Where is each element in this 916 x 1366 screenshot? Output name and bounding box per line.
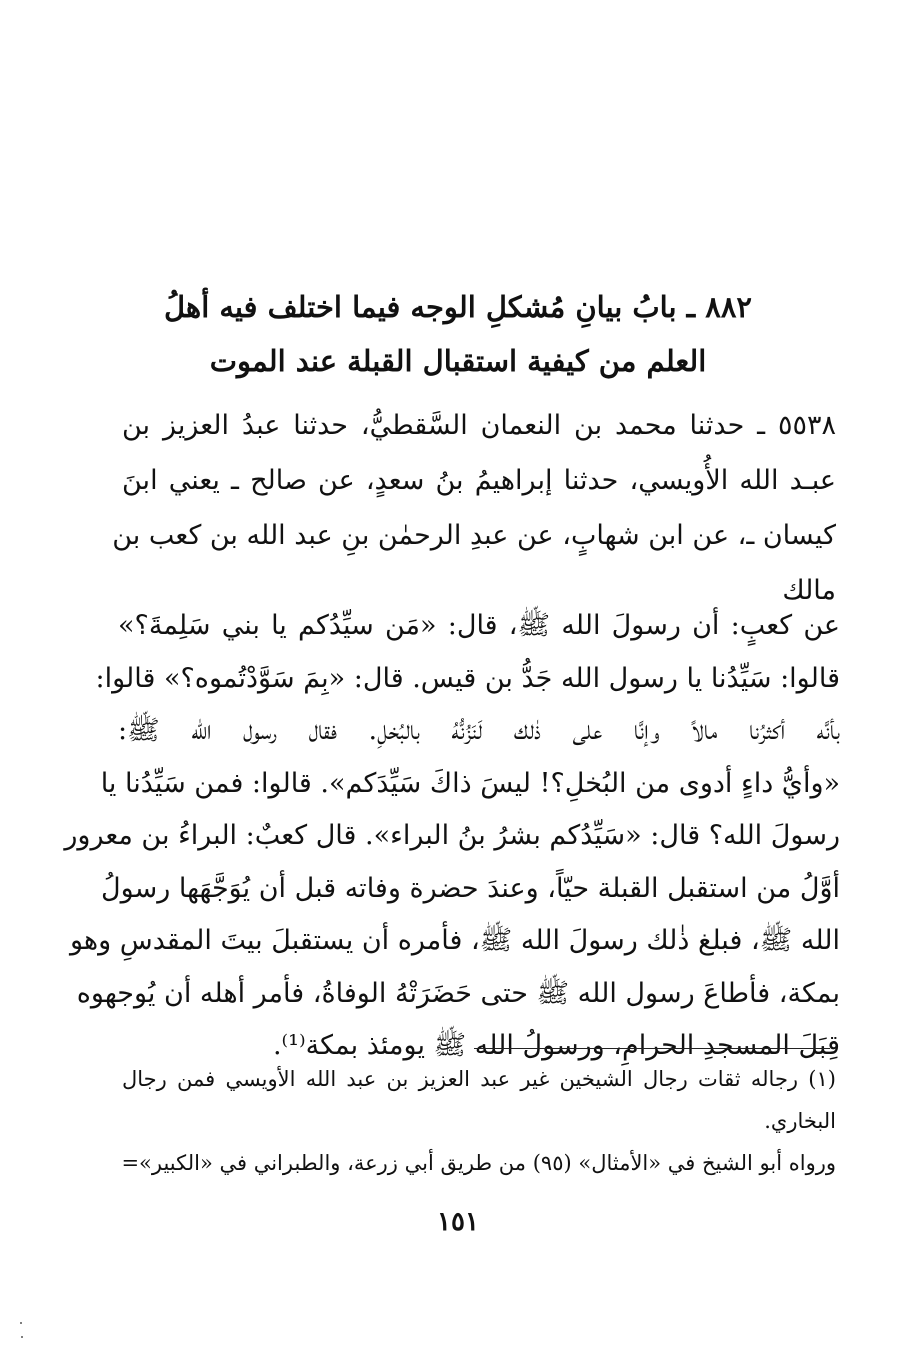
matn-line: رسولَ الله؟ قال: «سَيِّدُكم بشرُ بنُ البراء». قال كعبٌ: البراءُ بن معرور — [64, 820, 840, 851]
chapter-heading-line-2: العلم من كيفية استقبال القبلة عند الموت — [209, 344, 707, 378]
matn-line: «وأيُّ داءٍ أدوى من البُخلِ؟! ليسَ ذاكَ سَيِّدَكم». قالوا: فمن سَيِّدُنا يا — [100, 767, 840, 799]
isnad-line: ٥٥٣٨ ـ حدثنا محمد بن النعمان السَّقطيُّ، حدثنا عبدُ العزيز بن — [122, 410, 836, 441]
matn-line: أوَّلُ من استقبل القبلة حيّاً، وعندَ حضرة وفاته قبل أن يُوَجَّهَها رسولُ — [101, 872, 840, 904]
matn-line: قِبَلَ المسجدِ الحرامِ، ورسولُ الله ﷺ يومئذ بمكة⁽¹⁾. — [272, 1030, 840, 1061]
matn-line: بأنَّه أكثرُنا مالاً وإنَّا على ذٰلك لَنَزُنُّهُ بالبُخلِ. فقال رسول الله ﷺ: — [118, 715, 840, 746]
footnote-line: البخاري. — [764, 1109, 836, 1133]
hadith-matn — [64, 600, 840, 1073]
chapter-heading — [120, 280, 796, 388]
matn-line: قالوا: سَيِّدُنا يا رسول الله جَدُّ بن قيس. قال: «بِمَ سَوَّدْتُموه؟» قالوا: — [95, 662, 840, 694]
footnote-line: ورواه أبو الشيخ في «الأمثال» (٩٥) من طريق أبي زرعة، والطبراني في «الكبير»= — [121, 1151, 836, 1175]
hadith-isnad — [112, 398, 836, 618]
isnad-line: كيسان ـ، عن ابن شهابٍ، عن عبدِ الرحمٰن بنِ عبد الله بن كعب بن — [112, 520, 836, 551]
scan-speck — [20, 1322, 22, 1324]
chapter-heading-line-1: ٨٨٢ ـ بابُ بيانِ مُشكلِ الوجه فيما اختلف فيه أهلُ — [163, 290, 753, 324]
isnad-line: مالك — [782, 575, 836, 606]
scan-speck — [21, 1336, 23, 1338]
matn-line: عن كعبٍ: أن رسولَ الله ﷺ، قال: «مَن سيِّدُكم يا بني سَلِمةَ؟» — [118, 610, 840, 641]
matn-line: الله ﷺ، فبلغ ذٰلك رسولَ الله ﷺ، فأمره أن يستقبلَ بيتَ المقدسِ وهو — [69, 925, 840, 956]
matn-line: بمكة، فأطاعَ رسول الله ﷺ حتى حَضَرَتْهُ الوفاةُ، فأمر أهله أن يُوجهوه — [76, 977, 840, 1009]
footnote-line: (١) رجاله ثقات رجال الشيخين غير عبد العزيز بن عبد الله الأويسي فمن رجال — [122, 1067, 836, 1091]
page-number: ١٥١ — [437, 1207, 479, 1237]
isnad-line: عبـد الله الأُويسي، حدثنا إبراهيمُ بنُ سعدٍ، عن صالح ـ يعني ابنَ — [122, 465, 836, 496]
footnotes — [122, 1058, 836, 1184]
footnote-divider — [474, 1048, 830, 1049]
